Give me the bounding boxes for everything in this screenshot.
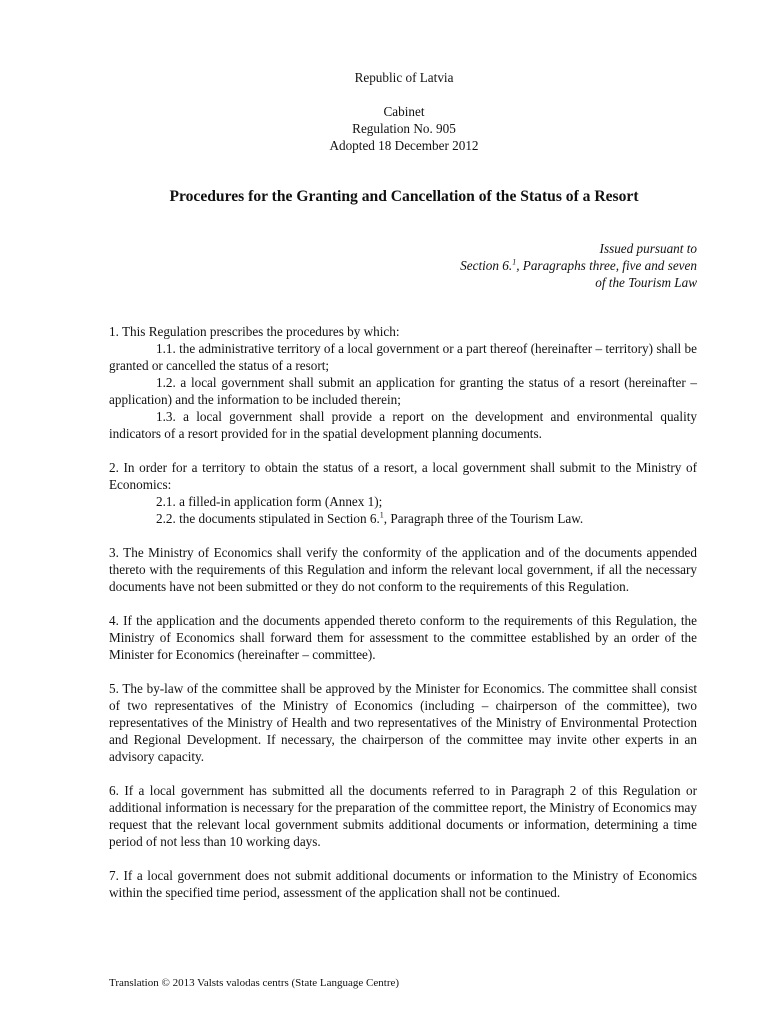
translation-footer: Translation © 2013 Valsts valodas centrs (State Language Centre): [109, 977, 400, 989]
issued-section-ref: Section 6.: [460, 258, 513, 273]
paragraph-3: 3. The Ministry of Economics shall verify the conformity of the application and of the documents appended thereto with the requirements of this Regulation and inform the relevant local government, if all the necessary documents have not been submitted or they do not conform to the requirements of this Regulation.: [109, 545, 697, 594]
subparagraph-1-1: 1.1. the administrative territory of a local government or a part thereof (hereinafter – territory) shall be granted or cancelled the status of a resort;: [109, 341, 697, 373]
paragraph-7: 7. If a local government does not submit additional documents or information to the Ministry of Economics within the specified time period, assessment of the application shall not be continued.: [109, 868, 697, 900]
document-title: Procedures for the Granting and Cancellation of the Status of a Resort: [169, 188, 639, 205]
paragraph-2-intro: 2. In order for a territory to obtain the status of a resort, a local government shall submit to the Ministry of Economics:: [109, 460, 697, 492]
subparagraph-2-1: 2.1. a filled-in application form (Annex 1);: [156, 494, 383, 509]
paragraph-2: [109, 459, 697, 527]
issued-line-3: of the Tourism Law: [595, 275, 697, 290]
issued-paragraph-ref: , Paragraphs three, five and seven: [516, 258, 697, 273]
subparagraph-2-2: [109, 510, 697, 527]
subparagraph-2-2-text: 2.2. the documents stipulated in Section 6.: [156, 511, 380, 526]
subparagraph-2-2-superscript: 1: [379, 510, 384, 520]
issued-line-1: Issued pursuant to: [599, 241, 697, 256]
regulation-number: Regulation No. 905: [352, 121, 456, 136]
header-country: [0, 69, 770, 86]
paragraph-1-intro: 1. This Regulation prescribes the procedures by which:: [109, 324, 400, 339]
subparagraph-1-2: 1.2. a local government shall submit an application for granting the status of a resort (hereinafter – application) and the information to be included therein;: [109, 375, 697, 407]
issued-line-2: [460, 257, 697, 274]
issued-superscript: 1: [512, 257, 517, 267]
subparagraph-1-3: 1.3. a local government shall provide a report on the development and environmental quality indicators of a resort provided for in the spatial development planning documents.: [109, 409, 697, 441]
paragraph-1: [109, 323, 697, 442]
issued-pursuant: [460, 240, 697, 291]
paragraph-6: 6. If a local government has submitted all the documents referred to in Paragraph 2 of this Regulation or additional information is necessary for the preparation of the committee report, the Ministry of Economics may request that the relevant local government submits additional documents or information, determining a time period of not less than 10 working days.: [109, 783, 697, 849]
country-label: Republic of Latvia: [354, 70, 454, 85]
subparagraph-2-2-suffix: , Paragraph three of the Tourism Law.: [383, 511, 584, 526]
paragraph-4: 4. If the application and the documents appended thereto conform to the requirements of this Regulation, the Ministry of Economics shall forward them for assessment to the committee established by an order of the Minister for Economics (hereinafter – committee).: [109, 613, 697, 662]
cabinet-label: Cabinet: [383, 104, 425, 119]
paragraph-5: 5. The by-law of the committee shall be approved by the Minister for Economics. The committee shall consist of two representatives of the Ministry of Economics (including – chairperson of the committee), two representatives of the Ministry of Health and two representatives of the Ministry of Environmental Protection and Regional Development. If necessary, the chairperson of the committee may invite other experts in an advisory capacity.: [109, 681, 697, 764]
adoption-date: Adopted 18 December 2012: [329, 138, 479, 153]
header-regulation: [0, 103, 770, 154]
regulation-body: [109, 323, 697, 918]
